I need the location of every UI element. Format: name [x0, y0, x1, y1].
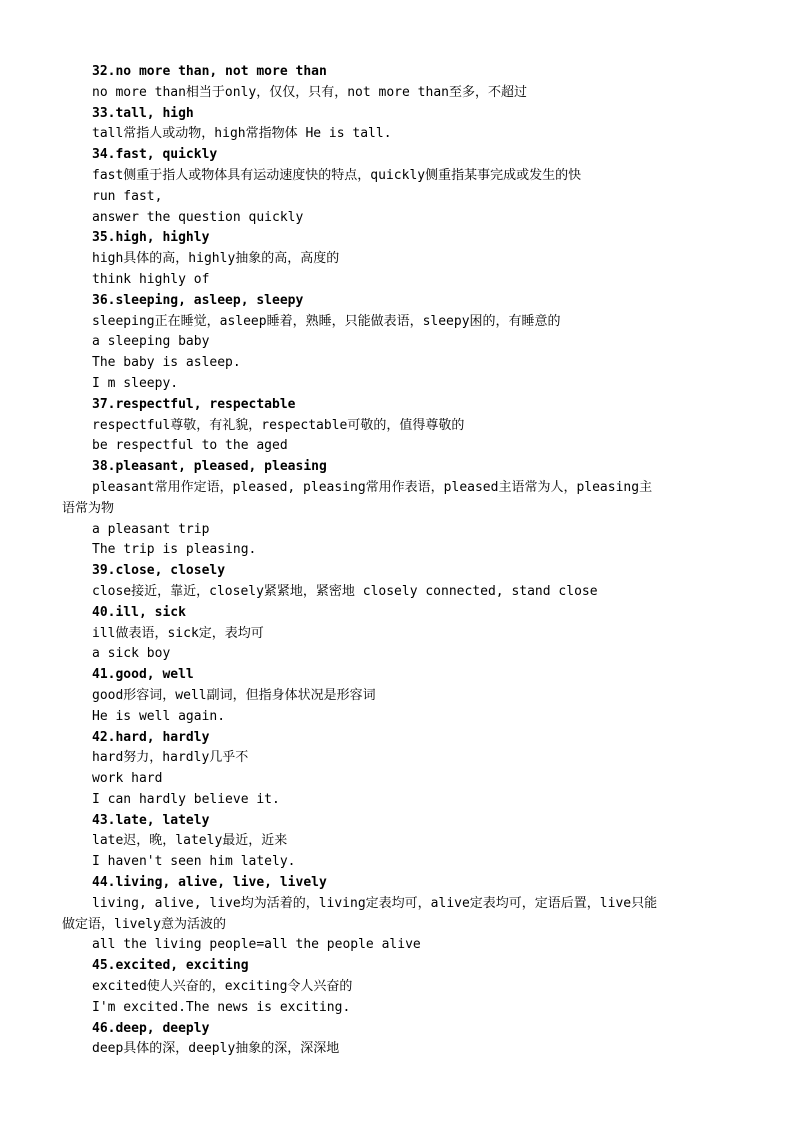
entry-heading: 41.good, well [92, 667, 194, 683]
entry-text: The baby is asleep. [92, 355, 241, 371]
entry-text: think highly of [92, 271, 210, 287]
entry-text: a pleasant trip [92, 521, 210, 537]
entry-text: 语常为物 [62, 500, 115, 516]
entry-text: work hard [92, 771, 163, 787]
entry-heading: 34.fast, quickly [92, 147, 218, 163]
entry-text: pleasant常用作定语，pleased, pleasing常用作表语，pleased主语常为人，pleasing主 [92, 479, 653, 495]
entry-text: 做定语，lively意为活波的 [62, 916, 226, 932]
entry-heading: 40.ill, sick [92, 604, 186, 620]
entry-text: late迟，晚，lately最近，近来 [92, 833, 288, 849]
entry-heading: 36.sleeping, asleep, sleepy [92, 292, 304, 308]
entry-text: run fast, [92, 188, 163, 204]
entry-text: all the living people=all the people alive [92, 937, 421, 953]
document-page [62, 62, 742, 1060]
entry-text: sleeping正在睡觉，asleep睡着，熟睡，只能做表语，sleepy困的，有睡意的 [92, 313, 561, 329]
entry-text: ill做表语，sick定，表均可 [92, 625, 264, 641]
entry-heading: 35.high, highly [92, 230, 210, 246]
entry-text: I haven't seen him lately. [92, 854, 296, 870]
entry-heading: 45.excited, exciting [92, 958, 249, 974]
entry-heading: 43.late, lately [92, 812, 210, 828]
entry-text: I can hardly believe it. [92, 791, 280, 807]
entry-text: He is well again. [92, 708, 226, 724]
entry-text: I m sleepy. [92, 375, 179, 391]
entry-text: close接近，靠近，closely紧紧地，紧密地 closely connected, stand close [92, 583, 598, 599]
entry-text: good形容词，well副词，但指身体状况是形容词 [92, 687, 376, 703]
entry-heading: 38.pleasant, pleased, pleasing [92, 459, 327, 475]
entry-text: deep具体的深，deeply抽象的深，深深地 [92, 1041, 340, 1057]
entry-text: tall常指人或动物，high常指物体 He is tall. [92, 126, 392, 142]
entry-text: a sick boy [92, 646, 171, 662]
entry-heading: 44.living, alive, live, lively [92, 875, 327, 891]
entry-text: answer the question quickly [92, 209, 304, 225]
entry-text: be respectful to the aged [92, 438, 288, 454]
entry-heading: 32.no more than, not more than [92, 64, 327, 79]
entry-text: a sleeping baby [92, 334, 210, 350]
entry-text: hard努力，hardly几乎不 [92, 750, 249, 766]
entry-text: fast侧重于指人或物体具有运动速度快的特点，quickly侧重指某事完成或发生的快 [92, 167, 582, 183]
entry-text: The trip is pleasing. [92, 542, 257, 558]
entry-text: excited使人兴奋的，exciting令人兴奋的 [92, 979, 353, 995]
entry-heading: 37.respectful, respectable [92, 396, 296, 412]
entry-text: respectful尊敬，有礼貌，respectable可敬的，值得尊敬的 [92, 417, 465, 433]
entry-heading: 33.tall, high [92, 105, 194, 121]
entry-heading: 42.hard, hardly [92, 729, 210, 745]
entry-heading: 39.close, closely [92, 563, 226, 579]
entry-text: living, alive, live均为活着的，living定表均可，alive定表均可，定语后置，live只能 [92, 895, 658, 911]
entry-text: high具体的高，highly抽象的高，高度的 [92, 251, 340, 267]
entry-text: no more than相当于only，仅仅，只有，not more than至多，不超过 [92, 84, 527, 100]
entry-heading: 46.deep, deeply [92, 1020, 210, 1036]
entry-text: I'm excited.The news is exciting. [92, 999, 351, 1015]
